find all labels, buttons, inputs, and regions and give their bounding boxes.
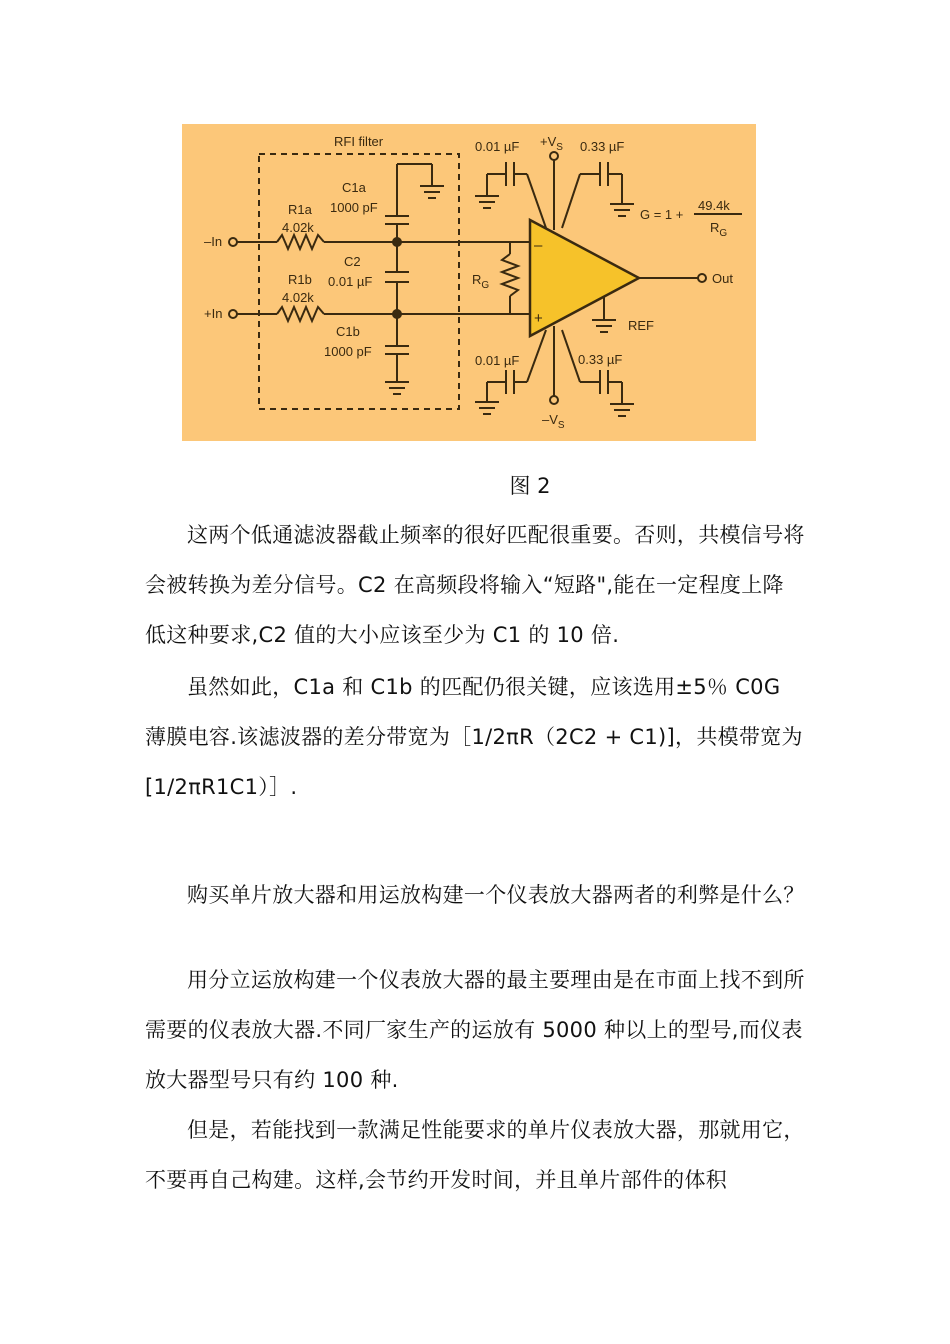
out-label: Out xyxy=(712,271,733,286)
r1b-value: 4.02k xyxy=(282,290,314,305)
paragraph-2: 虽然如此，C1a 和 C1b 的匹配仍很关键，应该选用±5％ C0G 薄膜电容.该滤波器的差分带宽为［1/2πR（2C2 + C1)]，共模带宽为[1/2πR1C1）］. xyxy=(145,675,803,799)
rg-label: $R_G$ xyxy=(472,272,490,291)
paragraph-3: 购买单片放大器和用运放构建一个仪表放大器两者的利弊是什么？ xyxy=(187,883,805,907)
cap-bottom-right-label: 0.33 µF xyxy=(578,352,623,367)
in-plus-terminal xyxy=(229,310,237,318)
op-amp-triangle xyxy=(530,220,639,336)
circuit-svg xyxy=(182,124,756,441)
rfi-filter-label: RFI filter xyxy=(334,134,384,149)
c2-value: 0.01 µF xyxy=(328,274,373,289)
gain-prefix: G = 1 + xyxy=(640,207,684,222)
paragraph-4: 用分立运放构建一个仪表放大器的最主要理由是在市面上找不到所需要的仪表放大器.不同厂家生产的运放有 5000 种以上的型号,而仪表放大器型号只有约 100 种. xyxy=(145,968,805,1092)
r1b-label: R1b xyxy=(288,272,312,287)
in-minus-terminal xyxy=(229,238,237,246)
paragraph-5: 但是，若能找到一款满足性能要求的单片仪表放大器，那就用它，不要再自己构建。这样,会节约开发时间，并且单片部件的体积 xyxy=(145,1118,805,1192)
r1a-label: R1a xyxy=(288,202,312,217)
gain-denominator: $R_G$ xyxy=(710,220,728,239)
gain-numerator: 49.4k xyxy=(698,198,730,213)
c2-label: C2 xyxy=(344,254,361,269)
cap-top-right-label: 0.33 µF xyxy=(580,139,625,154)
ref-label: REF xyxy=(628,318,654,333)
op-plus-label: + xyxy=(534,310,543,327)
c1b-label: C1b xyxy=(336,324,360,339)
r1a-resistor xyxy=(277,235,324,249)
r1b-resistor xyxy=(277,307,324,321)
paragraph-1: 这两个低通滤波器截止频率的很好匹配很重要。否则，共模信号将会被转换为差分信号。C2 在高频段将输入“短路",能在一定程度上降低这种要求,C2 值的大小应该至少为 C1 的 10 倍. xyxy=(145,523,805,647)
in-minus-label: –In xyxy=(204,234,223,249)
cap-top-left-label: 0.01 µF xyxy=(475,139,520,154)
circuit-diagram xyxy=(182,124,756,441)
in-plus-label: +In xyxy=(204,306,223,321)
op-minus-label: – xyxy=(534,237,543,254)
c1a-value: 1000 pF xyxy=(330,200,378,215)
vs-minus-label: $-V_S$ xyxy=(542,412,565,431)
out-terminal xyxy=(698,274,706,282)
c1b-value: 1000 pF xyxy=(324,344,372,359)
rg-resistor xyxy=(502,254,518,296)
cap-bottom-left-label: 0.01 µF xyxy=(475,353,520,368)
vs-plus-label: $+V_S$ xyxy=(540,134,563,153)
r1a-value: 4.02k xyxy=(282,220,314,235)
c1a-label: C1a xyxy=(342,180,366,195)
figure-caption: 图 2 xyxy=(509,474,551,498)
